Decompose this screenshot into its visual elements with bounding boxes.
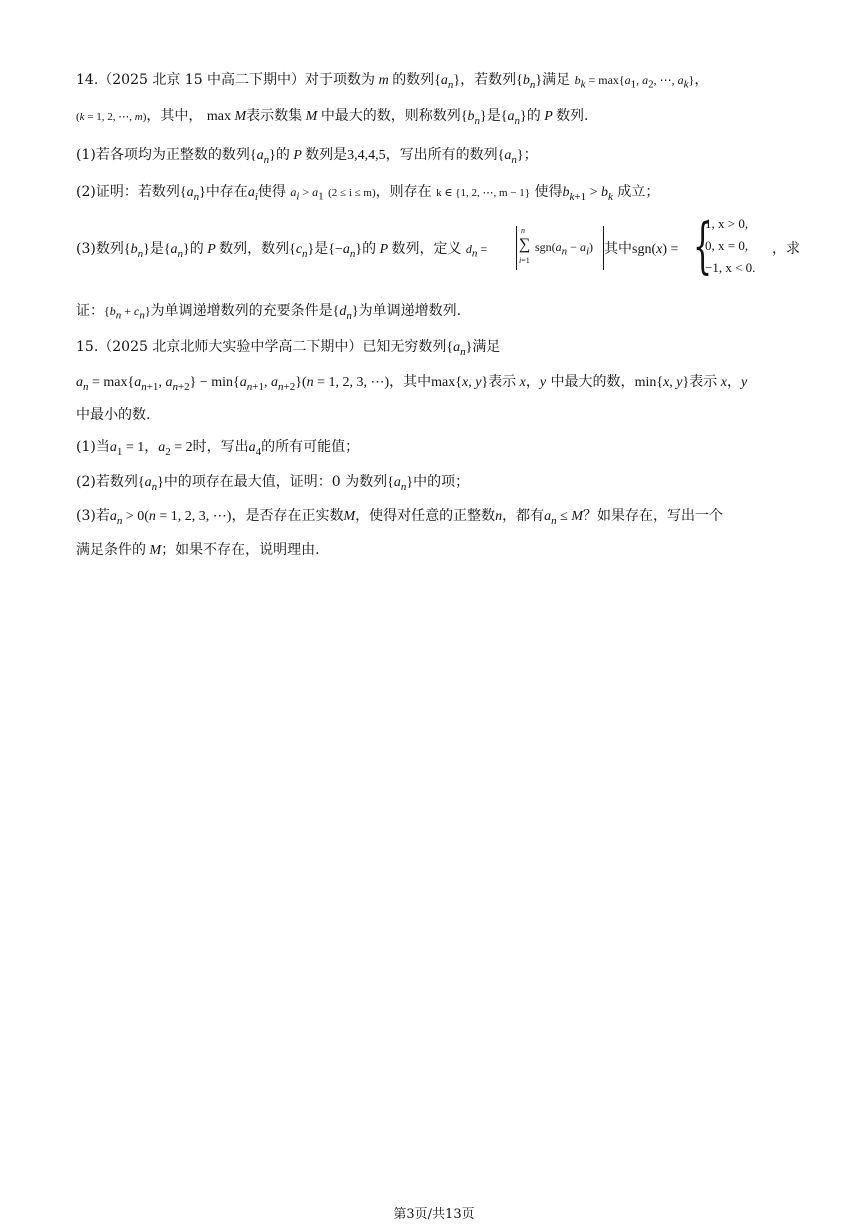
q15-part-3-line-2: 满足条件的 M；如果不存在，说明理由.: [76, 542, 320, 558]
brace-icon: {: [693, 211, 713, 281]
q15-line-1: 15.（2025 北京北师大实验中学高二下期中）已知无穷数列$\{a_n\}$满足: [76, 339, 501, 358]
dn-formula: n ∑ i=1 $sgn(a_n - a_i)$: [516, 226, 604, 270]
q14-part-1: (1)若各项均为正整数的数列$\{a_n\}$的 P 数列是3,4,4,5，写出所有的数列$\{a_n\}$；: [76, 147, 538, 166]
q15-line-3: 中最小的数.: [76, 407, 151, 423]
sgn-cases: { 1, x > 0, 0, x = 0, −1, x < 0.: [693, 211, 756, 281]
q14-part-3-line-2: 证：$\{b_n + c_n\}$为单调递增数列的充要条件是$\{d_n\}$为单调递增数列.: [76, 303, 462, 322]
q14-line-1: 14.（2025 北京 15 中高二下期中）对于项数为 m 的数列$\{a_n\}$，若数列$\{b_n\}$满足 $b_k = \max\{a_1$, $a_2$, ⋯, $a_k$}，: [76, 72, 709, 91]
q15-line-2: $a_n = \max\{a_{n+1}$, $a_{n+2}\} - \min\{a_{n+1}$, $a_{n+2}\}(n = 1$, 2, 3, ⋯)，其中max{x, y}表示 x，y 中最大的数，min{x, y}表示 x，y: [76, 374, 748, 393]
q14-part-2: (2)证明：若数列$\{a_n\}$中存在$a_i$使得 $a_i > a_1$ (2 ≤ i ≤ m)，则存在 k ∈ {1, 2, ⋯, m − 1} 使得$b_{k+1} > b_k$ 成立；: [76, 184, 660, 203]
q14-part-3-cont: 其中sgn(x) =: [604, 241, 679, 257]
page-footer: 第3页/共13页: [393, 1207, 475, 1222]
q15-part-1: (1)当$a_1 = 1$，$a_2 = 2$时，写出$a_4$的所有可能值；: [76, 439, 360, 458]
q14-part-3: (3)数列$\{b_n\}$是$\{a_n\}$的 P 数列，数列$\{c_n\}$是$\{-a_n\}$的 P 数列，定义 $d_n$ =: [76, 241, 488, 260]
q15-part-3: (3)若$a_n > 0(n = 1$, 2, 3, ⋯)，是否存在正实数M，使得对任意的正整数n，都有$a_n \le M$？如果存在，写出一个: [76, 508, 723, 527]
q14-line-2: (k = 1, 2, ⋯, m)，其中， max M表示数集 M 中最大的数，则称数列$\{b_n\}$是$\{a_n\}$的 P 数列.: [76, 108, 589, 127]
q15-part-2: (2)若数列$\{a_n\}$中的项存在最大值，证明：0 为数列$\{a_n\}$中的项；: [76, 474, 470, 493]
q14-header: 14.（2025 北京 15 中高二下期中）对于项数为: [76, 72, 376, 88]
q14-part-3-end: ，求: [772, 241, 800, 257]
q15-header: 15.（2025 北京北师大实验中学高二下期中）已知无穷数列: [76, 339, 447, 355]
